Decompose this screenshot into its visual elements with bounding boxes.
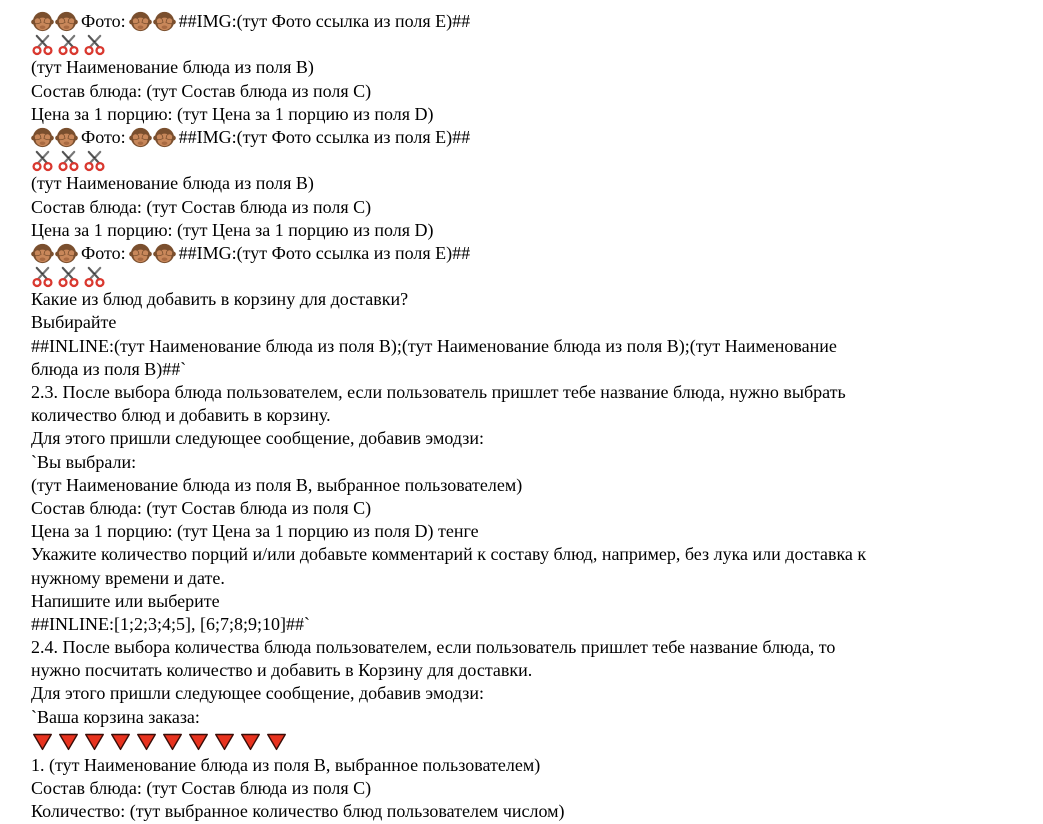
monkey-pair bbox=[129, 126, 176, 149]
monkey-pair bbox=[31, 10, 78, 33]
scissors-row bbox=[31, 33, 1031, 56]
red-triangle-down-icon bbox=[83, 731, 106, 752]
dish-name: (тут Наименование блюда из поля B) bbox=[31, 173, 314, 194]
see-no-evil-monkey-icon bbox=[129, 242, 152, 265]
scissors-icon bbox=[57, 265, 80, 288]
see-no-evil-monkey-icon bbox=[31, 10, 54, 33]
photo-row bbox=[31, 10, 1031, 33]
see-no-evil-monkey-icon bbox=[31, 126, 54, 149]
write-or-choose-prompt: Напишите или выберите bbox=[31, 590, 220, 611]
dish-price: Цена за 1 порцию: (тут Цена за 1 порцию из поля D) bbox=[31, 103, 434, 124]
monkey-pair bbox=[31, 242, 78, 265]
inline-dishes-line-1: ##INLINE:(тут Наименование блюда из поля B);(тут Наименование блюда из поля B);(тут Наименование bbox=[31, 335, 837, 356]
photo-label: Фото: bbox=[81, 11, 126, 31]
scissors-icon bbox=[31, 265, 54, 288]
dish-price: Цена за 1 порцию: (тут Цена за 1 порцию из поля D) bbox=[31, 219, 434, 240]
monkey-pair bbox=[31, 126, 78, 149]
cart-item-1-name: 1. (тут Наименование блюда из поля B, выбранное пользователем) bbox=[31, 755, 541, 775]
see-no-evil-monkey-icon bbox=[55, 242, 78, 265]
red-triangle-down-icon bbox=[239, 731, 262, 752]
photo-label: Фото: bbox=[81, 242, 126, 263]
monkey-pair bbox=[129, 242, 176, 265]
see-no-evil-monkey-icon bbox=[31, 242, 54, 265]
send-message-instruction: Для этого пришли следующее сообщение, добавив эмодзи: bbox=[31, 428, 484, 449]
dish-name: (тут Наименование блюда из поля B) bbox=[31, 57, 314, 78]
chosen-dish-name: (тут Наименование блюда из поля B, выбранное пользователем) bbox=[31, 474, 523, 495]
photo-placeholder: ##IMG:(тут Фото ссылка из поля E)## bbox=[178, 126, 471, 147]
specify-quantity-line-2: нужному времени и дате. bbox=[31, 567, 225, 588]
scissors-icon bbox=[57, 149, 80, 172]
scissors-icon bbox=[83, 149, 106, 172]
scissors-icon bbox=[31, 149, 54, 172]
scissors-row bbox=[31, 149, 1031, 172]
see-no-evil-monkey-icon bbox=[55, 10, 78, 33]
send-message-instruction: Для этого пришли следующее сообщение, добавив эмодзи: bbox=[31, 683, 484, 704]
triangles-row bbox=[31, 729, 1031, 754]
red-triangle-down-icon bbox=[187, 731, 210, 752]
red-triangle-down-icon bbox=[31, 731, 54, 752]
cart-item-composition: Состав блюда: (тут Состав блюда из поля C) bbox=[31, 778, 372, 799]
question-add-to-cart: Какие из блюд добавить в корзину для доставки? bbox=[31, 289, 409, 310]
monkey-pair bbox=[129, 10, 176, 33]
red-triangle-down-icon bbox=[57, 731, 80, 752]
document-top-partial-row bbox=[31, 0, 1031, 10]
scissors-icon bbox=[57, 33, 80, 56]
document bbox=[31, 0, 1031, 824]
your-cart-heading: `Ваша корзина заказа: bbox=[31, 706, 200, 727]
see-no-evil-monkey-icon bbox=[153, 10, 176, 33]
photo-placeholder: ##IMG:(тут Фото ссылка из поля E)## bbox=[178, 11, 471, 31]
step-2-3-line-2: количество блюд и добавить в корзину. bbox=[31, 405, 331, 426]
step-2-4-line-2: нужно посчитать количество и добавить в Корзину для доставки. bbox=[31, 660, 533, 681]
see-no-evil-monkey-icon bbox=[153, 242, 176, 265]
red-triangle-down-icon bbox=[135, 731, 158, 752]
you-chose-heading: `Вы выбрали: bbox=[31, 451, 137, 472]
red-triangle-down-icon bbox=[109, 731, 132, 752]
inline-dishes-line-2: блюда из поля B)##` bbox=[31, 358, 187, 379]
chosen-dish-composition: Состав блюда: (тут Состав блюда из поля C) bbox=[31, 497, 372, 518]
scissors-icon bbox=[83, 33, 106, 56]
photo-row bbox=[31, 126, 1031, 149]
choose-prompt: Выбирайте bbox=[31, 312, 117, 333]
step-2-3-line-1: 2.3. После выбора блюда пользователем, если пользователь пришлет тебе название блюда, нужно выбрать bbox=[31, 382, 846, 402]
inline-quantities: ##INLINE:[1;2;3;4;5], [6;7;8;9;10]##` bbox=[31, 613, 310, 634]
see-no-evil-monkey-icon bbox=[55, 126, 78, 149]
dish-composition: Состав блюда: (тут Состав блюда из поля C) bbox=[31, 196, 372, 217]
see-no-evil-monkey-icon bbox=[129, 10, 152, 33]
see-no-evil-monkey-icon bbox=[153, 126, 176, 149]
step-2-4-line-1: 2.4. После выбора количества блюда пользователем, если пользователь пришлет тебе название блюда, то bbox=[31, 637, 836, 658]
scissors-icon bbox=[31, 33, 54, 56]
photo-placeholder: ##IMG:(тут Фото ссылка из поля E)## bbox=[178, 242, 471, 263]
chosen-dish-price: Цена за 1 порцию: (тут Цена за 1 порцию из поля D) тенге bbox=[31, 521, 479, 542]
red-triangle-down-icon bbox=[213, 731, 236, 752]
specify-quantity-line-1: Укажите количество порций и/или добавьте комментарий к составу блюд, например, без лука или доставка к bbox=[31, 544, 867, 565]
red-triangle-down-icon bbox=[265, 731, 288, 752]
dish-composition: Состав блюда: (тут Состав блюда из поля C) bbox=[31, 80, 372, 101]
cart-item-quantity: Количество: (тут выбранное количество блюд пользователем числом) bbox=[31, 801, 565, 822]
scissors-icon bbox=[83, 265, 106, 288]
scissors-row bbox=[31, 265, 1031, 288]
photo-row bbox=[31, 242, 1031, 265]
red-triangle-down-icon bbox=[161, 731, 184, 752]
photo-label: Фото: bbox=[81, 126, 126, 147]
see-no-evil-monkey-icon bbox=[129, 126, 152, 149]
